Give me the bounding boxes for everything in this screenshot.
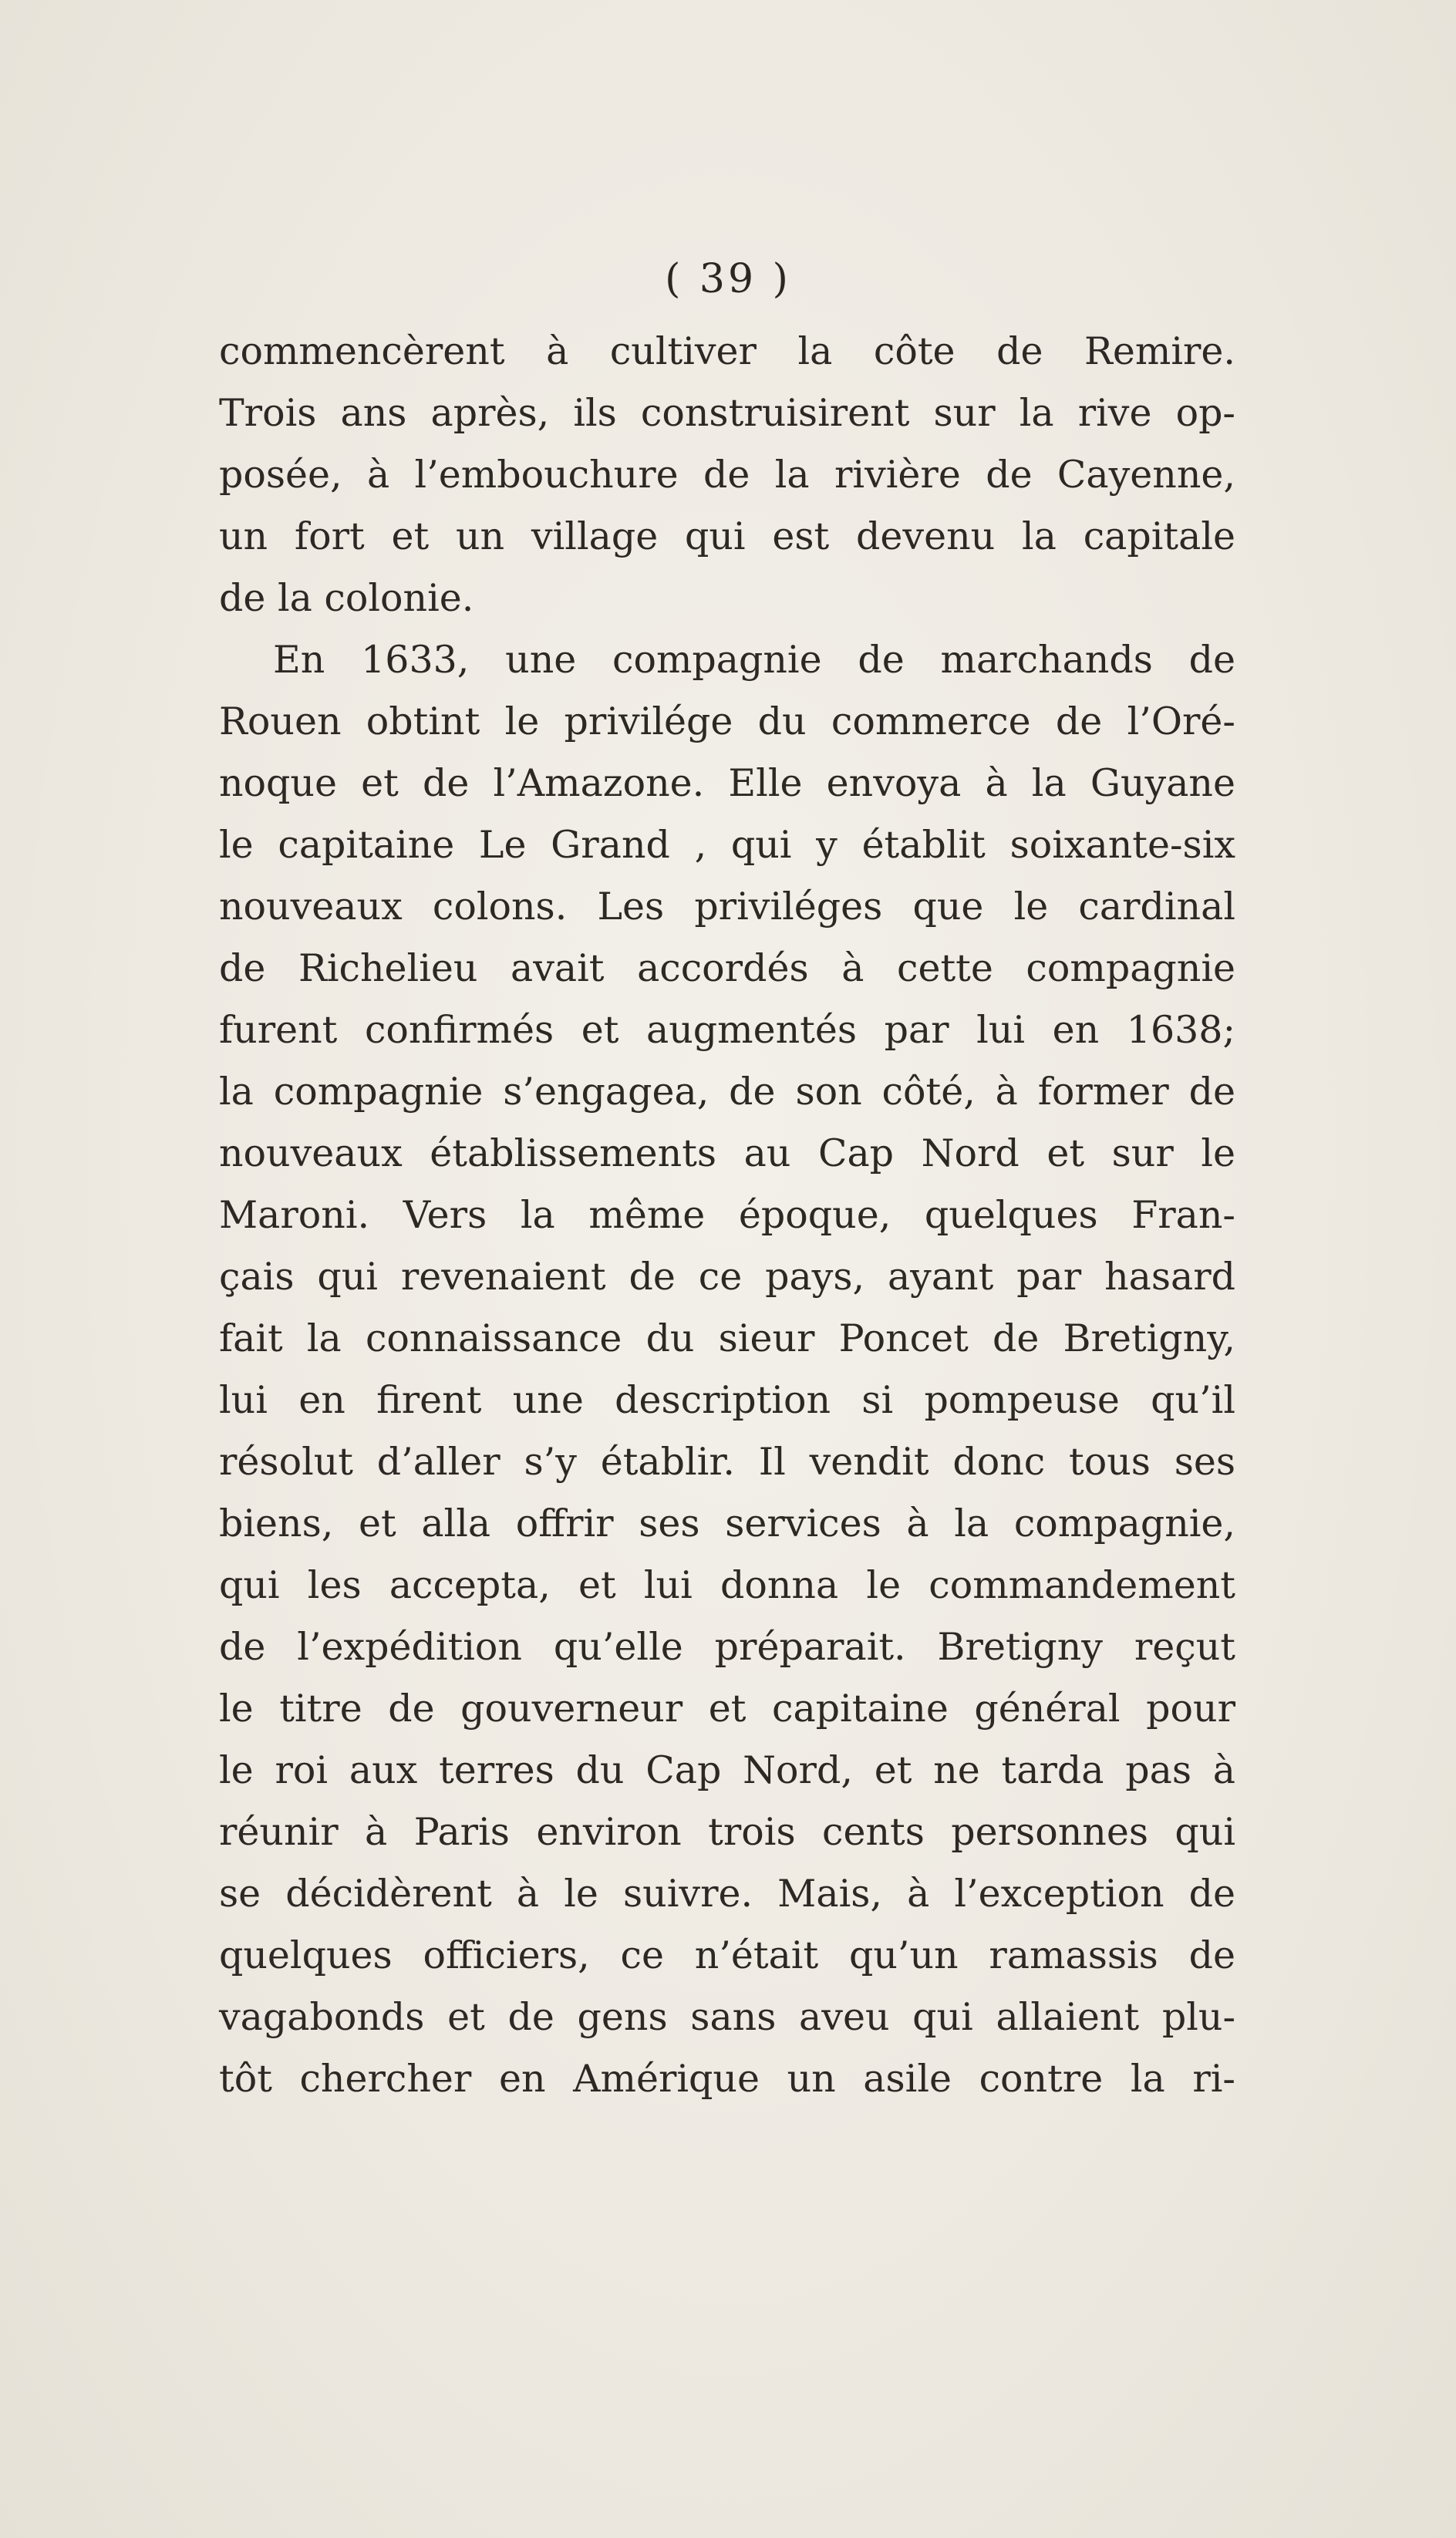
text-line: de l’expédition qu’elle préparait. Bretigny reçut (219, 1625, 1235, 1669)
text-line: Rouen obtint le privilége du commerce de l’Oré- (219, 699, 1235, 743)
text-line: commencèrent à cultiver la côte de Remire. (219, 329, 1235, 373)
text-line: posée, à l’embouchure de la rivière de Cayenne, (219, 453, 1235, 497)
text-line: Trois ans après, ils construisirent sur la rive op- (219, 391, 1235, 435)
text-line: de Richelieu avait accordés à cette compagnie (219, 946, 1235, 990)
text-line: le capitaine Le Grand , qui y établit soixante-six (219, 823, 1235, 867)
text-line: résolut d’aller s’y établir. Il vendit donc tous ses (219, 1440, 1235, 1484)
text-line: quelques officiers, ce n’était qu’un ramassis de (219, 1933, 1235, 1977)
text-line: nouveaux établissements au Cap Nord et sur le (219, 1131, 1235, 1175)
text-line: Maroni. Vers la même époque, quelques Fran- (219, 1193, 1235, 1237)
text-line: nouveaux colons. Les priviléges que le cardinal (219, 885, 1235, 929)
text-line: fait la connaissance du sieur Poncet de Bretigny, (219, 1316, 1235, 1360)
text-line: tôt chercher en Amérique un asile contre la ri- (219, 2057, 1235, 2101)
text-line: un fort et un village qui est devenu la capitale (219, 514, 1235, 558)
text-line: réunir à Paris environ trois cents personnes qui (219, 1810, 1235, 1854)
text-line: vagabonds et de gens sans aveu qui allaient plu- (219, 1995, 1235, 2039)
text-line: le roi aux terres du Cap Nord, et ne tarda pas à (219, 1748, 1235, 1792)
text-line: qui les accepta, et lui donna le commandement (219, 1563, 1235, 1607)
text-line: le titre de gouverneur et capitaine général pour (219, 1687, 1235, 1731)
text-line: furent confirmés et augmentés par lui en 1638; (219, 1008, 1235, 1052)
text-line: se décidèrent à le suivre. Mais, à l’exception de (219, 1872, 1235, 1916)
body-text (219, 321, 1235, 2110)
text-line: noque et de l’Amazone. Elle envoya à la Guyane (219, 761, 1235, 805)
page-number: ( 39 ) (665, 256, 791, 302)
text-line: la compagnie s’engagea, de son côté, à former de (219, 1070, 1235, 1114)
text-line: En 1633, une compagnie de marchands de (273, 638, 1235, 682)
text-line: biens, et alla offrir ses services à la compagnie, (219, 1502, 1235, 1545)
text-line: lui en firent une description si pompeuse qu’il (219, 1378, 1235, 1422)
text-line: çais qui revenaient de ce pays, ayant par hasard (219, 1255, 1235, 1299)
text-line: de la colonie. (219, 576, 474, 620)
